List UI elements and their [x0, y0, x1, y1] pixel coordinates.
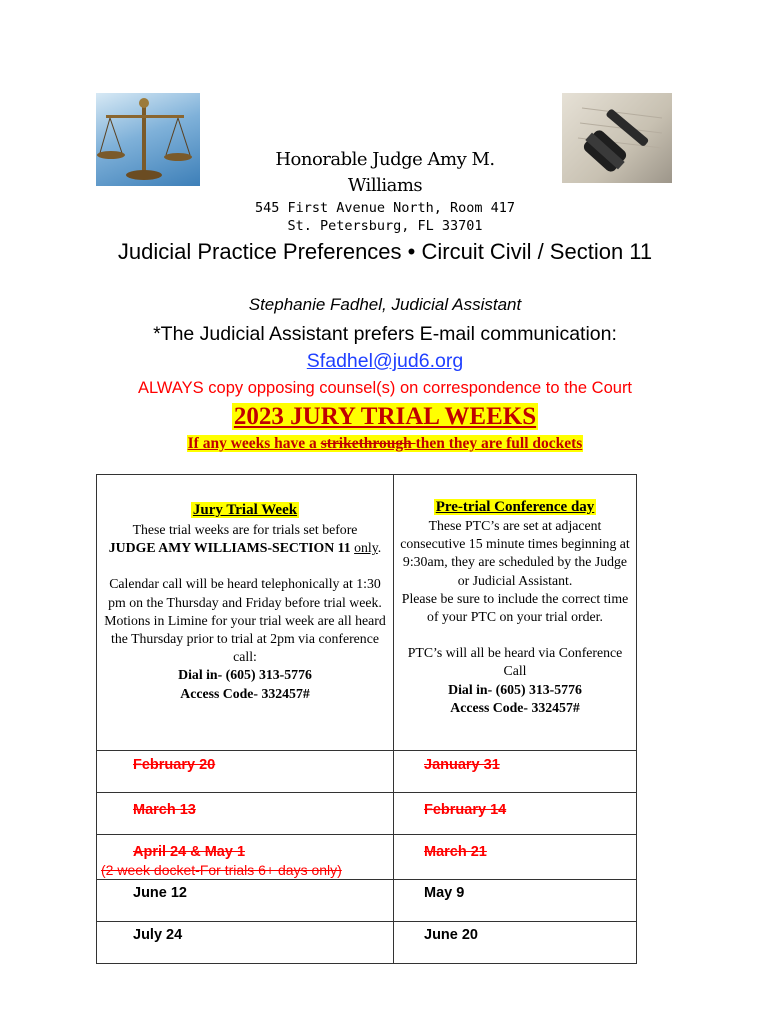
- trial-week-description: [101, 521, 389, 703]
- left-dial-in: Dial in- (605) 313-5776: [178, 667, 312, 683]
- ptc-p2: Please be sure to include the correct time of your PTC on your trial order.: [401, 590, 629, 625]
- two-week-docket-note: (2 week docket-For trials 6+ days only): [101, 862, 342, 878]
- strike-note-after: then they are full dockets: [415, 435, 583, 452]
- trial-week-judge: JUDGE AMY WILLIAMS-SECTION 11: [108, 540, 351, 556]
- judge-name-line2: Williams: [347, 175, 423, 196]
- trial-date-cell: [97, 922, 394, 964]
- jury-trial-week-heading-text: Jury Trial Week: [192, 502, 298, 518]
- judge-name: [0, 147, 770, 199]
- judicial-assistant: Stephanie Fadhel, Judicial Assistant: [248, 295, 522, 314]
- trial-week-period: .: [377, 540, 382, 556]
- pretrial-conference-heading-text: Pre-trial Conference day: [435, 499, 595, 515]
- trial-date: June 12: [133, 885, 187, 901]
- ptc-date-cell: [394, 835, 637, 880]
- email-link[interactable]: Sfadhel@jud6.org: [306, 350, 464, 372]
- email-line: [0, 348, 770, 374]
- table-row: [97, 880, 637, 922]
- ptc-date-cell: [394, 793, 637, 835]
- trial-date-cell: [97, 835, 394, 880]
- jury-trial-weeks-title-text: 2023 JURY TRIAL WEEKS: [233, 403, 537, 430]
- ptc-date-cell: [394, 922, 637, 964]
- email-preference-note: *The Judicial Assistant prefers E-mail communication:: [153, 323, 617, 345]
- motions-in-limine-text: Motions in Limine for your trial week are all heard the Thursday prior to trial at 2pm via conference call:: [104, 612, 386, 665]
- right-access-code: Access Code- 332457#: [450, 699, 580, 715]
- jury-trial-week-cell: [97, 475, 394, 751]
- table-row: [97, 751, 637, 793]
- address-line1: 545 First Avenue North, Room 417: [254, 200, 516, 216]
- trial-date: March 13: [133, 802, 196, 818]
- table-row: [97, 793, 637, 835]
- ptc-date: March 21: [424, 844, 487, 860]
- ptc-p3: PTC’s will all be heard via Conference Call: [407, 645, 623, 679]
- table-header-row: [97, 475, 637, 751]
- trial-week-p1b: [101, 539, 389, 557]
- trial-date-cell: [97, 793, 394, 835]
- page-title: Judicial Practice Preferences • Circuit Civil / Section 11: [117, 239, 653, 264]
- calendar-call-text: Calendar call will be heard telephonically at 1:30 pm on the Thursday and Friday before trial week.: [108, 576, 382, 610]
- right-dial-in: Dial in- (605) 313-5776: [448, 681, 582, 697]
- trial-date: April 24 & May 1: [133, 844, 246, 860]
- ptc-date: January 31: [424, 757, 500, 773]
- ptc-date: June 20: [424, 927, 478, 943]
- address-line2: St. Petersburg, FL 33701: [287, 218, 483, 234]
- ptc-p1: These PTC’s are set at adjacent consecutive 15 minute times beginning at 9:30am, they are scheduled by the Judge or Judicial Assistant.: [400, 518, 630, 588]
- strike-note-before: If any weeks have a: [187, 435, 321, 452]
- trial-date: February 20: [133, 757, 216, 773]
- strikethrough-note: [0, 434, 770, 454]
- jury-trial-weeks-title: [0, 402, 770, 432]
- strikethrough-note-text: [187, 435, 584, 452]
- strike-note-struck: strikethrough: [320, 435, 416, 452]
- table-row: [97, 835, 637, 880]
- trial-date-cell: [97, 880, 394, 922]
- left-access-code: Access Code- 332457#: [180, 685, 310, 701]
- judge-name-line1: Honorable Judge Amy M.: [275, 149, 495, 170]
- ptc-date: February 14: [424, 802, 507, 818]
- jury-trial-week-heading: [101, 501, 389, 519]
- trial-week-p1a: These trial weeks are for trials set before: [132, 522, 358, 537]
- ptc-date-cell: [394, 751, 637, 793]
- trial-schedule-table: [96, 474, 637, 964]
- copy-counsel-notice: ALWAYS copy opposing counsel(s) on correspondence to the Court: [137, 379, 633, 397]
- trial-date: July 24: [133, 927, 183, 943]
- ptc-date: May 9: [424, 885, 465, 901]
- ptc-description: [398, 517, 632, 717]
- pretrial-conference-heading: [398, 498, 632, 516]
- trial-date-cell: [97, 751, 394, 793]
- ptc-date-cell: [394, 880, 637, 922]
- trial-week-only: only: [354, 540, 378, 556]
- pretrial-conference-cell: [394, 475, 637, 751]
- table-row: [97, 922, 637, 964]
